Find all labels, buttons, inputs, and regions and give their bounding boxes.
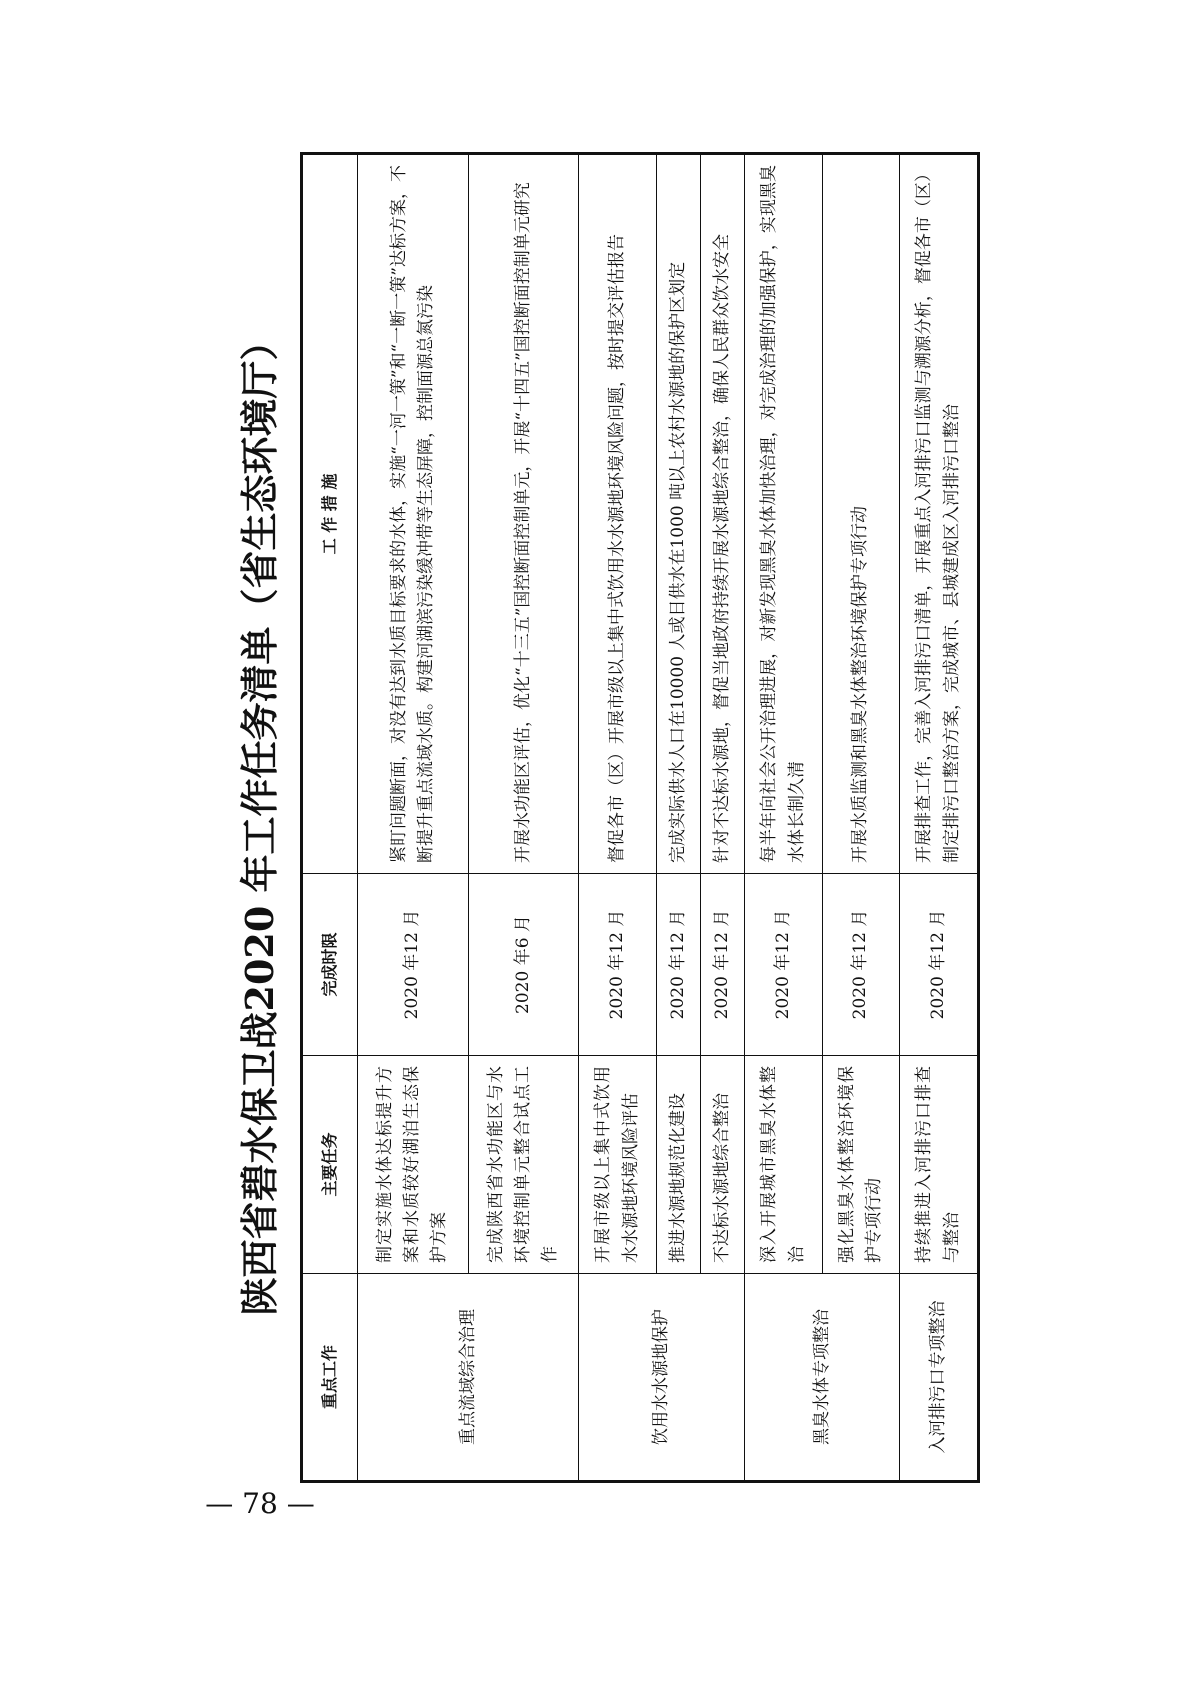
table-row: [579, 154, 656, 1482]
main-task-cell: 强化黑臭水体整治环境保护专项行动: [822, 1056, 899, 1274]
main-task-cell: 开展市级以上集中式饮用水水源地环境风险评估: [579, 1056, 656, 1274]
document-title: 陕西省碧水保卫战2020 年工作任务清单（省生态环境厅）: [237, 322, 282, 1316]
main-task-cell: 持续推进入河排污口排查与整治: [900, 1056, 979, 1274]
deadline-cell: 2020 年12 月: [822, 874, 899, 1056]
measure-cell: 针对不达标水源地，督促当地政府持续开展水源地综合整治，确保人民群众饮水安全: [701, 154, 745, 874]
task-table: [300, 152, 980, 1483]
header-main-task: 主要任务: [302, 1056, 358, 1274]
measure-cell: 开展排查工作，完善入河排污口清单，开展重点入河排污口监测与溯源分析，督促各市（区）制定排污口整治方案，完成城市、县城建成区入河排污口整治: [900, 154, 979, 874]
rotated-page-content: [225, 155, 980, 1483]
header-key-work: 重点工作: [302, 1274, 358, 1482]
header-measures: 工 作 措 施: [302, 154, 358, 874]
measure-cell: 督促各市（区）开展市级以上集中式饮用水水源地环境风险问题，按时提交评估报告: [579, 154, 656, 874]
measure-cell: 紧盯问题断面，对没有达到水质目标要求的水体，实施“一河一策”和“一断一策”达标方案，不断提升重点流域水质。构建河湖滨污染缓冲带等生态屏障，控制面源总氮污染: [358, 154, 469, 874]
measure-cell: 开展水功能区评估，优化“十三五”国控断面控制单元，开展“十四五”国控断面控制单元研究: [468, 154, 579, 874]
key-work-cell: 入河排污口专项整治: [900, 1274, 979, 1482]
key-work-cell: 黑臭水体专项整治: [745, 1274, 900, 1482]
deadline-cell: 2020 年12 月: [358, 874, 469, 1056]
main-task-cell: 推进水源地规范化建设: [656, 1056, 700, 1274]
table-header-row: [302, 154, 358, 1482]
deadline-cell: 2020 年12 月: [656, 874, 700, 1056]
main-task-cell: 完成陕西省水功能区与水环境控制单元整合试点工作: [468, 1056, 579, 1274]
main-task-cell: 不达标水源地综合整治: [701, 1056, 745, 1274]
deadline-cell: 2020 年12 月: [701, 874, 745, 1056]
deadline-cell: 2020 年12 月: [745, 874, 822, 1056]
table-row: [900, 154, 979, 1482]
measure-cell: 每半年向社会公开治理进展，对新发现黑臭水体加快治理，对完成治理的加强保护，实现黑臭水体长制久清: [745, 154, 822, 874]
main-task-cell: 制定实施水体达标提升方案和水质较好湖泊生态保护方案: [358, 1056, 469, 1274]
measure-cell: 开展水质监测和黑臭水体整治环境保护专项行动: [822, 154, 899, 874]
deadline-cell: 2020 年12 月: [579, 874, 656, 1056]
page-number: — 78 —: [205, 1487, 315, 1520]
table-row: [745, 154, 822, 1482]
header-deadline: 完成时限: [302, 874, 358, 1056]
deadline-cell: 2020 年6 月: [468, 874, 579, 1056]
main-task-cell: 深入开展城市黑臭水体整治: [745, 1056, 822, 1274]
table-row: [358, 154, 469, 1482]
deadline-cell: 2020 年12 月: [900, 874, 979, 1056]
key-work-cell: 饮用水水源地保护: [579, 1274, 745, 1482]
measure-cell: 完成实际供水人口在10000 人或日供水在1000 吨以上农村水源地的保护区划定: [656, 154, 700, 874]
key-work-cell: 重点流域综合治理: [358, 1274, 579, 1482]
